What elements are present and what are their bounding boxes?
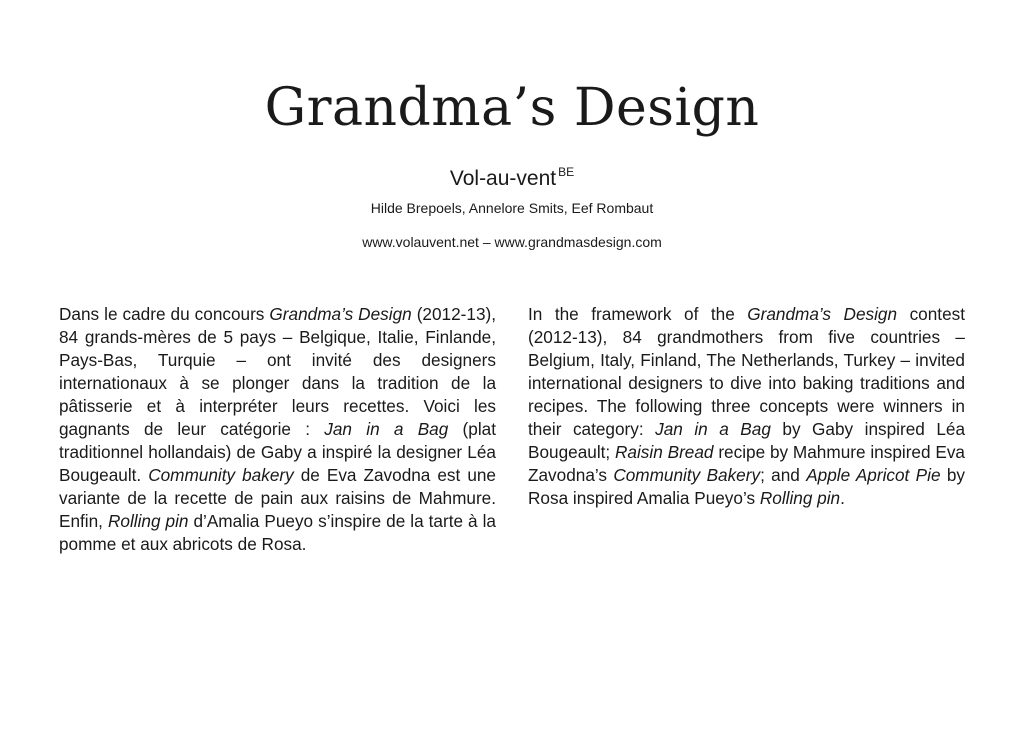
text-run: In the framework of the bbox=[528, 304, 748, 324]
text-run: Dans le cadre du concours bbox=[59, 304, 270, 324]
text-run: by Gaby inspired Léa Bougeault; bbox=[528, 419, 966, 462]
text-run: de Eva Zavodna est une variante de la recette de pain aux raisins de Mahmure. Enfin, bbox=[59, 465, 496, 531]
text-run: recipe by Mahmure inspired Eva Zavodna’s bbox=[528, 442, 965, 485]
subtitle-text: Vol-au-vent bbox=[449, 167, 557, 190]
italic-run: Apple Apricot Pie bbox=[806, 465, 941, 485]
italic-run: Grandma’s Design bbox=[269, 304, 412, 324]
subtitle bbox=[0, 165, 1024, 191]
text-run: ; and bbox=[760, 465, 807, 485]
italic-run: Rolling pin bbox=[107, 511, 189, 531]
italic-run: Grandma’s Design bbox=[747, 304, 898, 324]
authors-line: Hilde Brepoels, Annelore Smits, Eef Rombaut bbox=[370, 200, 654, 216]
text-run: (plat traditionnel hollandais) de Gaby a inspiré la designer Léa Bougeault. bbox=[59, 419, 496, 485]
italic-run: Rolling pin bbox=[759, 488, 841, 508]
page-title: Grandma’s Design bbox=[264, 78, 760, 138]
text-run: d’Amalia Pueyo s’inspire de la tarte à la pomme et aux abricots de Rosa. bbox=[59, 511, 496, 554]
text-run: by Rosa inspired Amalia Pueyo’s bbox=[528, 465, 965, 508]
text-run: . bbox=[840, 488, 845, 508]
italic-run: Community Bakery bbox=[613, 465, 761, 485]
english-paragraph bbox=[528, 303, 965, 510]
text-run: contest (2012-13), 84 grandmothers from five countries – Belgium, Italy, Finland, The Netherlands, Turkey – invited international designers to dive into baking traditions and recipes. The following three concepts were winners in their category: bbox=[528, 304, 965, 439]
italic-run: Raisin Bread bbox=[615, 442, 714, 462]
italic-run: Jan in a Bag bbox=[655, 419, 771, 439]
country-code: BE bbox=[558, 165, 575, 179]
text-run: (2012-13), 84 grands-mères de 5 pays – Belgique, Italie, Finlande, Pays-Bas, Turquie – ont invité des designers internationaux à se plonger dans la tradition de la pâtisserie et à interpréter leurs recettes. Voici les gagnants de leur catégorie : bbox=[59, 304, 496, 439]
websites-line: www.volauvent.net – www.grandmasdesign.com bbox=[362, 234, 662, 250]
italic-run: Community bakery bbox=[148, 465, 294, 485]
french-paragraph bbox=[59, 303, 496, 556]
italic-run: Jan in a Bag bbox=[324, 419, 449, 439]
